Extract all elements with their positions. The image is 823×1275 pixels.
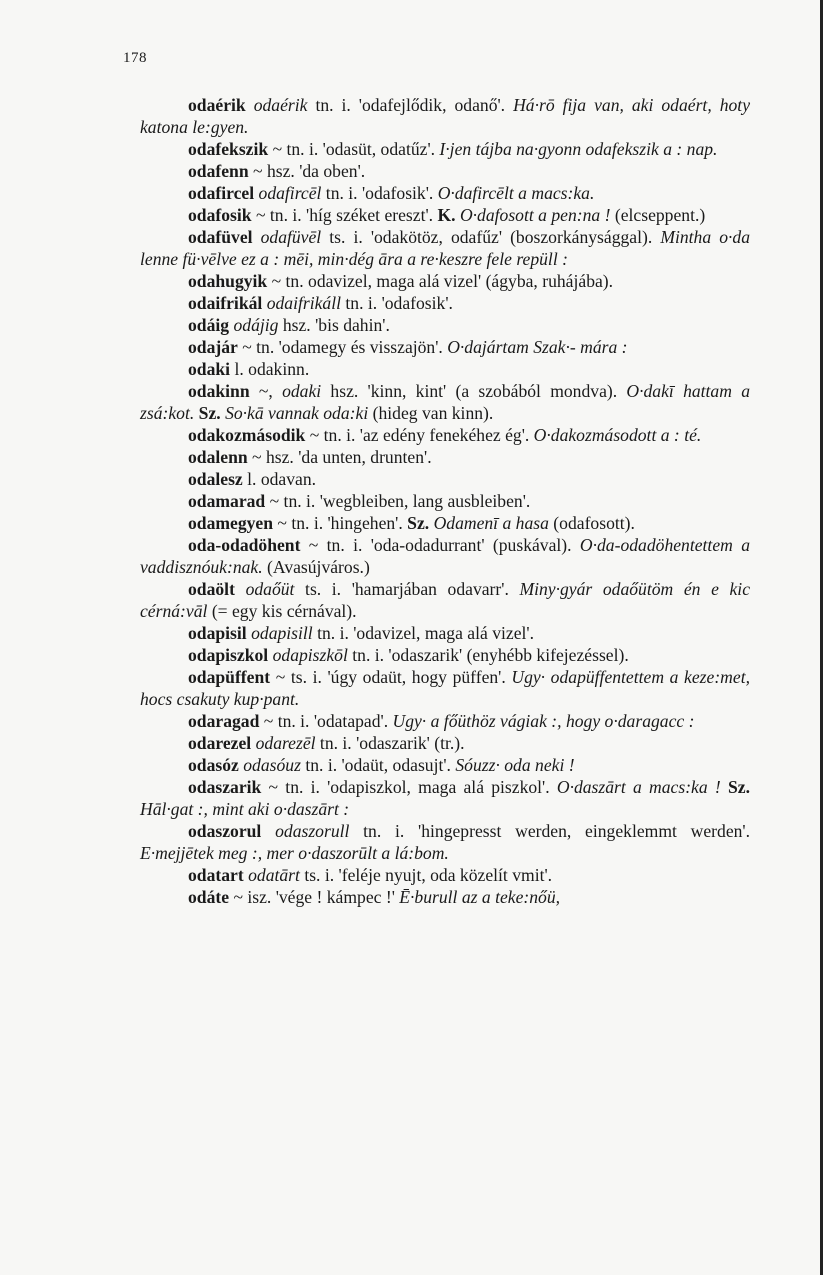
italic-text: odasóuz <box>243 755 301 775</box>
dictionary-entry <box>140 94 750 138</box>
entry-text: ~ tn. i. 'oda-odadurrant' (puskával). <box>300 535 580 555</box>
italic-text: odarezēl <box>255 733 316 753</box>
dictionary-entry <box>140 446 750 468</box>
italic-text: E·mejjētek meg :, mer o·daszorūlt a lá:bom. <box>140 843 449 863</box>
italic-text: odafircēl <box>258 183 322 203</box>
entry-text <box>721 777 728 797</box>
entry-text: tn. i. 'odaszarik' (enyhébb kifejezéssel). <box>347 645 629 665</box>
entry-text: tn. i. 'odaüt, odasujt'. <box>300 755 456 775</box>
headword: odapüffent <box>188 667 271 687</box>
italic-text: I·jen tájba na·gyonn odafekszik a : nap. <box>439 139 718 159</box>
headword: odaölt <box>188 579 235 599</box>
dictionary-entry <box>140 204 750 226</box>
entry-text <box>246 95 254 115</box>
italic-text: O·dajártam Szak·- mára : <box>447 337 628 357</box>
headword: odafüvel <box>188 227 253 247</box>
italic-text: Ugy· a főüthöz vágiak :, hogy o·daragacc : <box>392 711 695 731</box>
headword: Sz. <box>198 403 221 423</box>
page-number: 178 <box>123 50 147 66</box>
italic-text: O·dafircēlt a macs:ka. <box>437 183 595 203</box>
dictionary-entry <box>140 226 750 270</box>
headword: odafosik <box>188 205 252 225</box>
headword: odapiszkol <box>188 645 269 665</box>
headword: Sz. <box>728 777 750 797</box>
entry-text: (Avasújváros.) <box>262 557 370 577</box>
entry-text: (odafosott). <box>548 513 635 533</box>
headword: odaérik <box>188 95 246 115</box>
entry-text: tn. i. 'odaszarik' (tr.). <box>315 733 465 753</box>
entry-text: ~ tn. i. 'odasüt, odatűz'. <box>268 139 440 159</box>
headword: odaragad <box>188 711 260 731</box>
dictionary-entry <box>140 820 750 864</box>
headword: oda-odadöhent <box>188 535 301 555</box>
entry-text: ~, <box>249 381 283 401</box>
italic-text: Sóuzz· oda neki ! <box>455 755 575 775</box>
dictionary-entry <box>140 534 750 578</box>
italic-text: odaszorull <box>275 821 350 841</box>
italic-text: O·dakī hattam a zsá:kot. <box>140 381 750 423</box>
italic-text: odaki <box>282 381 322 401</box>
headword: odakinn <box>188 381 250 401</box>
entry-text: (hideg van kinn). <box>368 403 494 423</box>
entry-text: tn. i. 'odafejlődik, odanő'. <box>307 95 514 115</box>
dictionary-entry <box>140 160 750 182</box>
entry-text: ~ tn. 'odamegy és visszajön'. <box>237 337 448 357</box>
italic-text: odapiszkōl <box>272 645 348 665</box>
dictionary-entry <box>140 754 750 776</box>
entry-text: ~ ts. i. 'úgy odaüt, hogy püffen'. <box>270 667 512 687</box>
italic-text: O·daszārt a macs:ka ! <box>556 777 721 797</box>
entry-text: hsz. 'kinn, kint' (a szobából mondva). <box>321 381 627 401</box>
headword: odapisil <box>188 623 247 643</box>
dictionary-entry <box>140 578 750 622</box>
entry-text: ts. i. 'odakötöz, odafűz' (boszorkánysággal). <box>321 227 661 247</box>
italic-text: odafüvēl <box>260 227 322 247</box>
italic-text: Miny·gyár odaőütöm én e kic cérná:vāl <box>140 579 751 621</box>
italic-text: Ugy· odapüffentettem a keze:met, hocs csakuty kup·pant. <box>140 667 750 709</box>
headword: odafenn <box>188 161 249 181</box>
headword: odarezel <box>188 733 252 753</box>
entry-text: ~ hsz. 'da oben'. <box>248 161 366 181</box>
dictionary-entry <box>140 292 750 314</box>
headword: odaszorul <box>188 821 262 841</box>
italic-text: O·dafosott a pen:na ! <box>459 205 611 225</box>
italic-text: Odamenī a hasa <box>433 513 549 533</box>
dictionary-entry <box>140 644 750 666</box>
headword: odahugyik <box>188 271 268 291</box>
dictionary-entries <box>140 94 750 908</box>
entry-text: (elcseppent.) <box>610 205 706 225</box>
italic-text: odaérik <box>253 95 308 115</box>
dictionary-entry <box>140 336 750 358</box>
italic-text: O·da-odadöhentettem a vaddisznóuk:nak. <box>140 535 750 577</box>
headword: odakozmásodik <box>188 425 306 445</box>
entry-text: (= egy kis cérnával). <box>207 601 357 621</box>
dictionary-entry <box>140 864 750 886</box>
italic-text: odapisill <box>251 623 313 643</box>
entry-text <box>261 821 275 841</box>
entry-text: l. odakinn. <box>230 359 310 379</box>
headword: odafekszik <box>188 139 269 159</box>
dictionary-entry <box>140 732 750 754</box>
italic-text: odájig <box>233 315 279 335</box>
dictionary-entry <box>140 512 750 534</box>
entry-text: ~ tn. odavizel, maga alá vizel' (ágyba, ruhájába). <box>267 271 614 291</box>
entry-text: ts. i. 'hamarjában odavarr'. <box>294 579 520 599</box>
entry-text: ~ tn. i. 'odapiszkol, maga alá piszkol'. <box>261 777 557 797</box>
dictionary-entry <box>140 622 750 644</box>
headword: odaki <box>188 359 231 379</box>
dictionary-entry <box>140 270 750 292</box>
italic-text: Hāl·gat :, mint aki o·daszārt : <box>140 799 350 819</box>
headword: odáig <box>188 315 230 335</box>
headword: odalesz <box>188 469 243 489</box>
dictionary-entry <box>140 314 750 336</box>
headword: odatart <box>188 865 244 885</box>
entry-text: tn. i. 'odavizel, maga alá vizel'. <box>312 623 534 643</box>
headword: odaifrikál <box>188 293 263 313</box>
dictionary-entry <box>140 710 750 732</box>
dictionary-entry <box>140 358 750 380</box>
entry-text: ~ isz. 'vége ! kámpec !' <box>229 887 400 907</box>
dictionary-entry <box>140 138 750 160</box>
dictionary-entry <box>140 666 750 710</box>
entry-text <box>253 227 261 247</box>
dictionary-entry <box>140 776 750 820</box>
dictionary-entry <box>140 468 750 490</box>
entry-text: ts. i. 'feléje nyujt, oda közelít vmit'. <box>299 865 553 885</box>
headword: odáte <box>188 887 230 907</box>
entry-text: ~ tn. i. 'híg széket ereszt'. <box>251 205 438 225</box>
entry-text: tn. i. 'hingepresst werden, eingeklemmt werden'. <box>349 821 750 841</box>
entry-text: ~ tn. i. 'hingehen'. <box>273 513 408 533</box>
headword: odamarad <box>188 491 266 511</box>
italic-text: odaőüt <box>245 579 295 599</box>
headword: odasóz <box>188 755 239 775</box>
entry-text: ~ tn. i. 'wegbleiben, lang ausbleiben'. <box>265 491 531 511</box>
headword: odamegyen <box>188 513 274 533</box>
entry-text <box>235 579 246 599</box>
dictionary-entry <box>140 886 750 908</box>
italic-text: Ē·burull az a teke:nőü, <box>399 887 561 907</box>
dictionary-entry <box>140 182 750 204</box>
italic-text: odaifrikáll <box>266 293 341 313</box>
entry-text: ~ tn. i. 'az edény fenekéhez ég'. <box>305 425 534 445</box>
headword: Sz. <box>407 513 430 533</box>
italic-text: So·kā vannak oda:ki <box>225 403 369 423</box>
headword: odafircel <box>188 183 255 203</box>
entry-text: ~ hsz. 'da unten, drunten'. <box>247 447 432 467</box>
headword: odajár <box>188 337 238 357</box>
italic-text: Há·rō fija van, aki odaért, hoty katona le:gyen. <box>140 95 751 137</box>
italic-text: O·dakozmásodott a : té. <box>533 425 702 445</box>
dictionary-entry <box>140 490 750 512</box>
dictionary-entry <box>140 424 750 446</box>
entry-text: tn. i. 'odafosik'. <box>321 183 438 203</box>
headword: odaszarik <box>188 777 262 797</box>
dictionary-entry <box>140 380 750 424</box>
italic-text: odatārt <box>248 865 300 885</box>
headword: K. <box>437 205 456 225</box>
entry-text: l. odavan. <box>242 469 317 489</box>
entry-text: ~ tn. i. 'odatapad'. <box>259 711 393 731</box>
entry-text: tn. i. 'odafosik'. <box>341 293 453 313</box>
italic-text: Mintha o·da lenne fü·vēlve ez a : mēi, min·dég āra a re·keszre fele repüll : <box>140 227 750 269</box>
entry-text: hsz. 'bis dahin'. <box>278 315 390 335</box>
headword: odalenn <box>188 447 248 467</box>
